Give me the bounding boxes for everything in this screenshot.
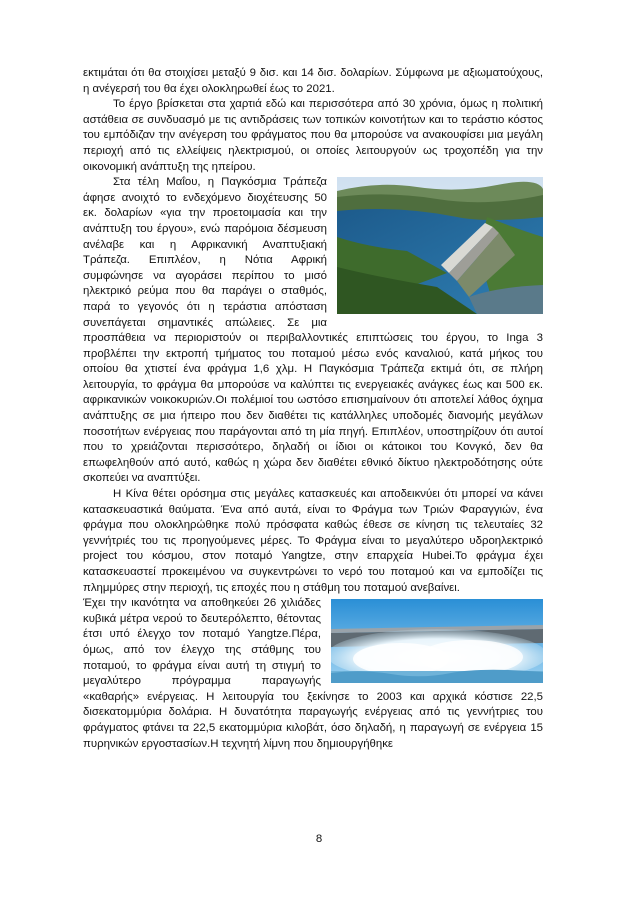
dam-lake-photo — [337, 177, 543, 314]
paragraph-2: Το έργο βρίσκεται στα χαρτιά εδώ και περισσότερα από 30 χρόνια, όμως η πολιτική αστάθεια σε συνδυασμό με τις αντιδράσεις των τοπικών κοινοτήτων και το τεράστιο κόστος του εμπόδιζαν την ανέγερση του φράγματος που θα μπορούσε να ανακουφίσει μια μεγάλη περιοχή από τις ελλείψεις ηλεκτρισμού, οι οποίες λειτουργούν ως τροχοπέδη για την οικονομική ανάπτυξη της ηπείρου. — [83, 98, 543, 173]
three-gorges-dam-photo — [331, 599, 543, 683]
article-body — [83, 66, 543, 752]
paragraph-4: Η Κίνα θέτει ορόσημα στις μεγάλες κατασκευές και αποδεικνύει ότι μπορεί να κάνει κατασκευαστικά θαύματα. Ένα από αυτά, είναι το Φράγμα των Τριών Φαραγγιών, ένα φράγμα που ολοκληρώθηκε πολύ πρόσφατα καθώς έθεσε σε κίνηση τις τελευταίες 32 γεννήτριές του τις προηγούμενες μέρες. Το Φράγμα είναι το μεγαλύτερο υδροηλεκτρικό project του κόσμου, στον ποταμό Yangtze, στην επαρχεία Hubei.Το φράγμα έχει κατασκευαστεί προκειμένου να συγκεντρώνει το νερό του ποταμού και να εμποδίζει τις πλημμύρες στην περιοχή, τις εποχές που η στάθμη του ποταμού ανεβαίνει. — [83, 488, 543, 594]
paragraph-3: Στα τέλη Μαΐου, η Παγκόσμια Τράπεζα άφησε ανοιχτό το ενδεχόμενο διοχέτευσης 50 εκ. δολαρίων «για την προετοιμασία και την ανάπτυξη του έργου», ενώ παρόμοια δέσμευση ανέλαβε και η Αφρικανική Αναπτυξιακή Τράπεζα. Επιπλέον, η Νότια Αφρική συμφώνησε να αγοράσει περίπου το μισό ηλεκτρικό ρεύμα που θα παράγει ο σταθμός, παρά το γεγονός ότι η τεράστια απόσταση συνεπάγεται σημαντικές απώλειες. Σε μια προσπάθεια να περιοριστούν οι περιβαλλοντικές επιπτώσεις του έργου, το Inga 3 προβλέπει την εκτροπή τμήματος του ποταμού μέσω ενός καναλιού, κατά μήκος του οποίου θα χτιστεί ένα φράγμα 1,6 χλμ. Η Παγκόσμια Τράπεζα εκτιμά ότι, σε πλήρη λειτουργία, το φράγμα θα μπορούσε να καλύπτει τις ενεργειακές ανάγκες έως και 500 εκ. αφρικανικών νοικοκυριών.Οι πολέμιοί του ωστόσο επισημαίνουν ότι αποτελεί λάθος όχημα ανάπτυξης σε μια ήπειρο που δεν διαθέτει τις κατάλληλες υποδομές διανομής μεγάλων ποσοτήτων ενέργειας που παράγονται από τη μία πηγή. Επιπλέον, υποστηρίζουν ότι αυτοί που το χρειάζονται περισσότερο, δηλαδή οι ίδιοι οι κάτοικοι του Κονγκό, δεν θα επωφεληθούν από αυτό, καθώς η χώρα δεν διαθέτει εθνικό δίκτυο ηλεκτροδότησης ούτε σκοπεύει να αναπτύξει. — [83, 176, 543, 485]
page-number: 8 — [315, 833, 323, 845]
paragraph-5: Έχει την ικανότητα να αποθηκεύει 26 χιλιάδες κυβικά μέτρα νερού το δευτερόλεπτο, θέτοντας έτσι υπό έλεγχο τον ποταμό Yangtze.Πέρα, όμως, από τον έλεγχο της στάθμης του ποταμού, το φράγμα είναι αυτή τη στιγμή το μεγαλύτερο πρόγραμμα παραγωγής «καθαρής» ενέργειας. Η λειτουργία του ξεκίνησε το 2003 και αρχικά κόστισε 22,5 δισεκατομμύρια δολάρια. Η δυνατότητα παραγωγής ενέργειας από τις γεννήτριες του φράγματος φτάνει τα 22,5 εκατομμύρια κιλοβάτ, όσο δηλαδή, η παραγωγή σε ενέργεια 15 πυρηνικών εργοστασίων.Η τεχνητή λίμνη που δημιουργήθηκε — [83, 597, 543, 750]
paragraph-1: εκτιμάται ότι θα στοιχίσει μεταξύ 9 δισ. και 14 δισ. δολαρίων. Σύμφωνα με αξιωματούχους, η ανέγερσή του θα έχει ολοκληρωθεί έως το 2021. — [83, 67, 543, 95]
